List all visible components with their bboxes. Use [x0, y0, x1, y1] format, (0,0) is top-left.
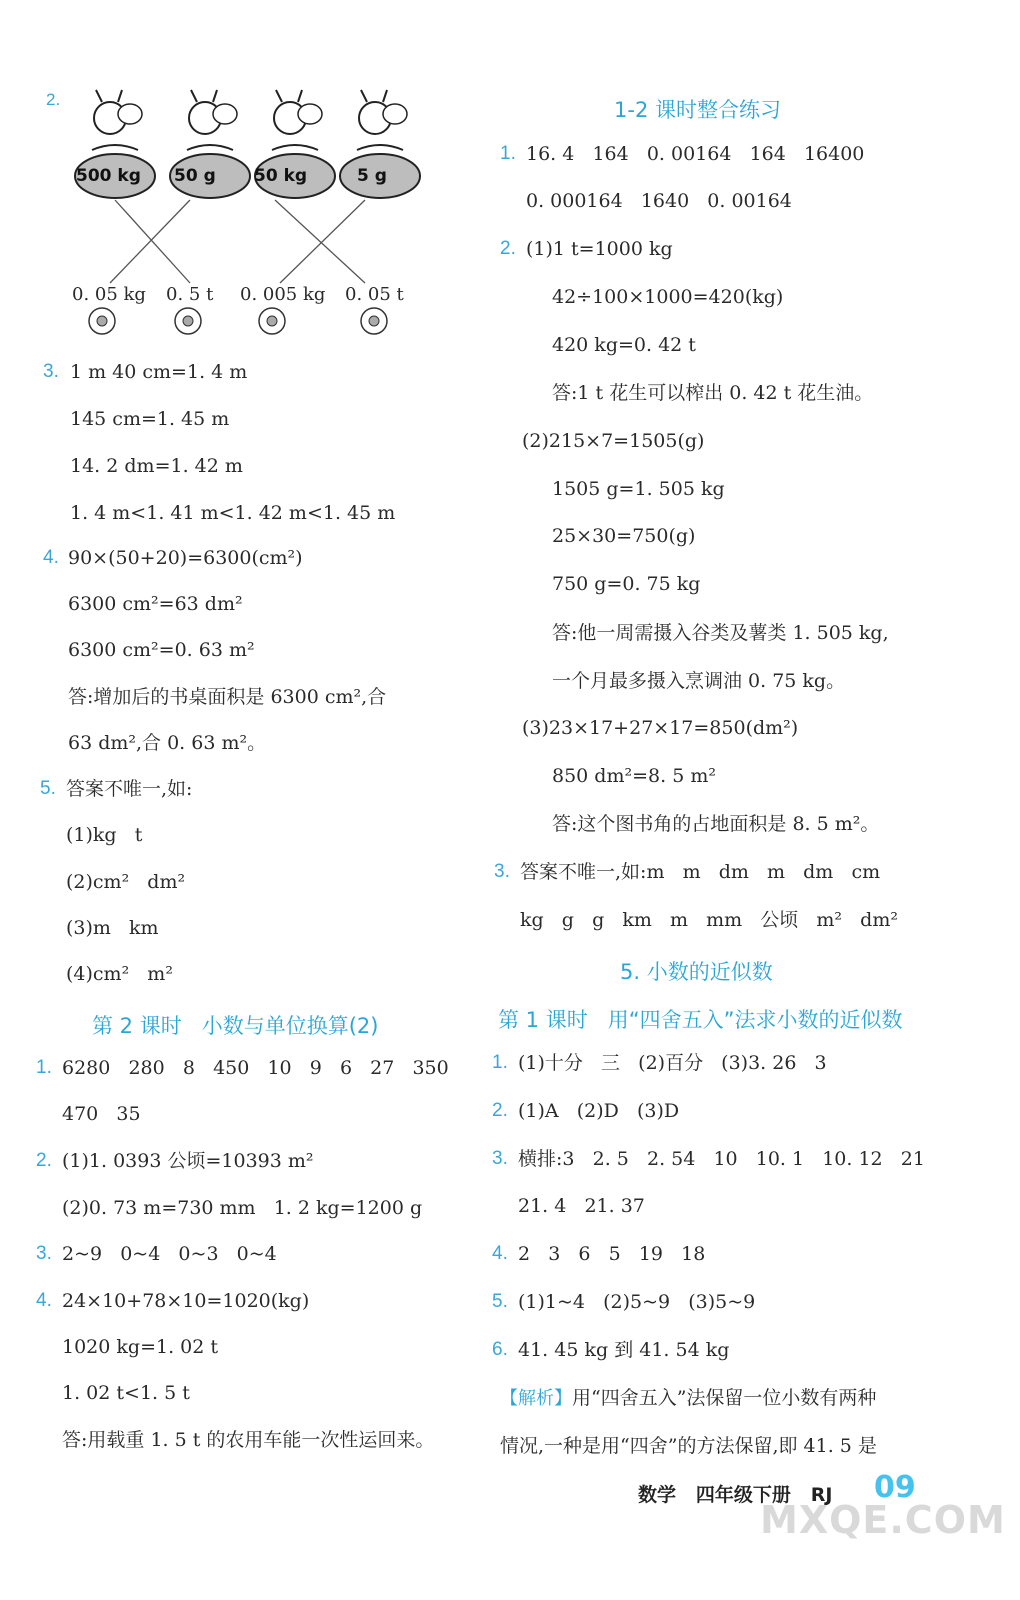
l2q1-number: 1.: [36, 1057, 52, 1078]
s5-q2-text: (1)A (2)D (3)D: [518, 1100, 680, 1122]
r-q2-line-10: 一个月最多摄入烹调油 0. 75 kg。: [552, 670, 846, 692]
lesson1-title: 第 1 课时 用“四舍五入”法求小数的近似数: [498, 1008, 903, 1032]
l2q4-number: 4.: [36, 1290, 52, 1311]
r-q2-line-12: 850 dm²=8. 5 m²: [552, 765, 716, 787]
q4-line-5: 63 dm²,合 0. 63 m²。: [68, 732, 267, 754]
r-q2-line-3: 420 kg=0. 42 t: [552, 334, 696, 356]
l2q2-number: 2.: [36, 1150, 52, 1171]
l2q4-line-4: 答:用载重 1. 5 t 的农用车能一次性运回来。: [62, 1429, 435, 1451]
q4-line-2: 6300 cm²=63 dm²: [68, 593, 243, 615]
s5-q5-text: (1)1~4 (2)5~9 (3)5~9: [518, 1291, 756, 1313]
weight-label-2: 50 g: [174, 166, 216, 186]
r-q2-line-4: 答:1 t 花生可以榨出 0. 42 t 花生油。: [552, 382, 874, 404]
q4-line-1: 90×(50+20)=6300(cm²): [68, 547, 303, 569]
s5-q2-number: 2.: [492, 1100, 508, 1121]
lesson2-title: 第 2 课时 小数与单位换算(2): [92, 1014, 379, 1038]
page-number: 09: [874, 1470, 916, 1505]
q4-number: 4.: [43, 547, 59, 568]
q5-line-2: (1)kg t: [66, 824, 143, 846]
s5-q1-number: 1.: [492, 1052, 508, 1073]
l2q4-line-3: 1. 02 t<1. 5 t: [62, 1382, 190, 1404]
weight-label-4: 5 g: [357, 166, 387, 186]
l2q4-line-2: 1020 kg=1. 02 t: [62, 1336, 219, 1358]
r-q3-line-1: 答案不唯一,如:m m dm m dm cm: [520, 861, 881, 883]
s5-q4-text: 2 3 6 5 19 18: [518, 1243, 706, 1265]
flower-icons: [80, 305, 400, 337]
flower-icon: [89, 308, 115, 334]
watermark: MXQE.COM: [760, 1498, 1006, 1542]
r-q2-line-1: (1)1 t=1000 kg: [526, 238, 673, 260]
r-q2-line-5: (2)215×7=1505(g): [522, 430, 705, 452]
flower-icon: [175, 308, 201, 334]
s5-q6-text: 41. 45 kg 到 41. 54 kg: [518, 1339, 730, 1361]
q3-line-2: 145 cm=1. 45 m: [70, 408, 230, 430]
l2q4-line-1: 24×10+78×10=1020(kg): [62, 1290, 310, 1312]
r-q2-line-2: 42÷100×1000=420(kg): [552, 286, 784, 308]
footer-text: 数学 四年级下册 RJ: [638, 1484, 833, 1506]
s5-q3-number: 3.: [492, 1148, 508, 1169]
r-q3-line-2: kg g g km m mm 公顷 m² dm²: [520, 909, 898, 931]
option-label-3: 0. 005 kg: [240, 284, 326, 305]
q3-number: 3.: [43, 361, 59, 382]
r-q2-line-13: 答:这个图书角的占地面积是 8. 5 m²。: [552, 813, 880, 835]
r-q1-number: 1.: [500, 143, 516, 164]
flower-icon: [259, 308, 285, 334]
l2q2-line-2: (2)0. 73 m=730 mm 1. 2 kg=1200 g: [62, 1197, 423, 1219]
q5-number: 5.: [40, 778, 56, 799]
analysis-tag: 【解析】: [500, 1388, 572, 1409]
q5-line-1: 答案不唯一,如:: [66, 778, 193, 800]
q3-line-3: 14. 2 dm=1. 42 m: [70, 455, 243, 477]
weight-label-1: 500 kg: [76, 166, 141, 186]
right-title: 1-2 课时整合练习: [614, 98, 781, 122]
s5-q5-number: 5.: [492, 1291, 508, 1312]
flower-icon: [361, 308, 387, 334]
q5-line-3: (2)cm² dm²: [66, 871, 186, 893]
q2-number: 2.: [46, 90, 61, 109]
r-q2-number: 2.: [500, 238, 516, 259]
l2q3-line-1: 2~9 0~4 0~3 0~4: [62, 1243, 277, 1265]
q4-line-3: 6300 cm²=0. 63 m²: [68, 639, 255, 661]
r-q2-line-11: (3)23×17+27×17=850(dm²): [522, 717, 799, 739]
weight-label-3: 50 kg: [254, 166, 308, 186]
s5-q3-text-2: 21. 4 21. 37: [518, 1195, 645, 1217]
l2q3-number: 3.: [36, 1243, 52, 1264]
q5-line-4: (3)m km: [66, 917, 159, 939]
r-q2-line-7: 25×30=750(g): [552, 525, 696, 547]
analysis-text-1: 用“四舍五入”法保留一位小数有两种: [572, 1387, 877, 1409]
r-q2-line-8: 750 g=0. 75 kg: [552, 573, 701, 595]
analysis-line-1: [500, 1386, 876, 1411]
bee-illustrations: [70, 86, 470, 206]
q4-line-4: 答:增加后的书桌面积是 6300 cm²,合: [68, 686, 387, 708]
r-q2-line-6: 1505 g=1. 505 kg: [552, 478, 725, 500]
option-label-4: 0. 05 t: [345, 284, 404, 305]
s5-q3-text: 横排:3 2. 5 2. 54 10 10. 1 10. 12 21: [518, 1148, 925, 1170]
l2q2-line-1: (1)1. 0393 公顷=10393 m²: [62, 1150, 314, 1172]
matching-lines: [60, 195, 420, 290]
option-label-2: 0. 5 t: [166, 284, 214, 305]
s5-q4-number: 4.: [492, 1243, 508, 1264]
r-q1-line-1: 16. 4 164 0. 00164 164 16400: [526, 143, 865, 165]
r-q1-line-2: 0. 000164 1640 0. 00164: [526, 190, 792, 212]
s5-q1-text: (1)十分 三 (2)百分 (3)3. 26 3: [518, 1052, 827, 1074]
r-q2-line-9: 答:他一周需摄入谷类及薯类 1. 505 kg,: [552, 622, 889, 644]
section5-title: 5. 小数的近似数: [620, 960, 773, 984]
r-q3-number: 3.: [494, 861, 510, 882]
l2q1-line-2: 470 35: [62, 1103, 141, 1125]
s5-q6-number: 6.: [492, 1339, 508, 1360]
q5-line-5: (4)cm² m²: [66, 963, 173, 985]
option-label-1: 0. 05 kg: [72, 284, 146, 305]
q3-line-1: 1 m 40 cm=1. 4 m: [70, 361, 248, 383]
analysis-line-2: 情况,一种是用“四舍”的方法保留,即 41. 5 是: [500, 1435, 877, 1457]
l2q1-line-1: 6280 280 8 450 10 9 6 27 350: [62, 1057, 449, 1079]
q3-line-4: 1. 4 m<1. 41 m<1. 42 m<1. 45 m: [70, 502, 396, 524]
